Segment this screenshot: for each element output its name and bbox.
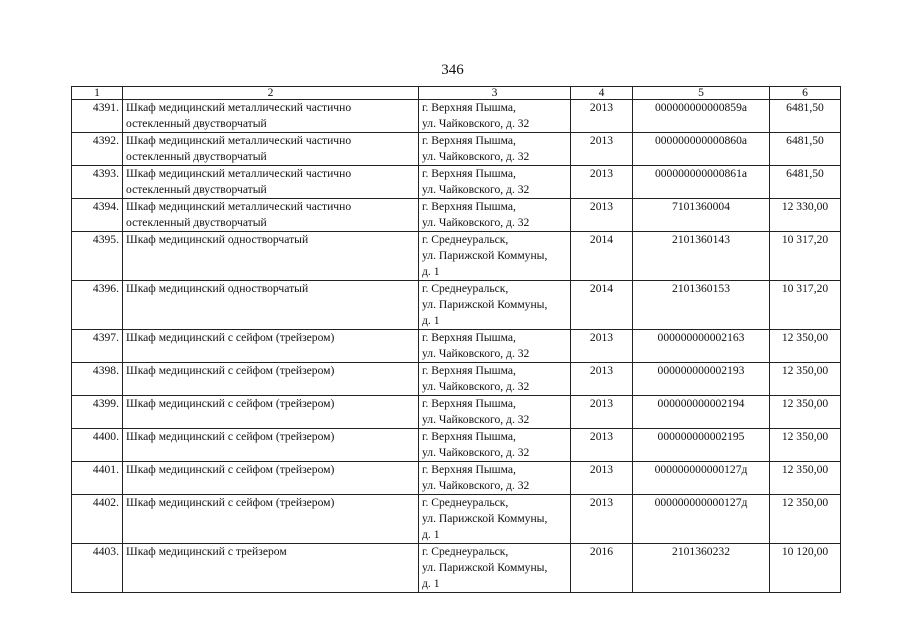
row-number: 4402. <box>72 495 123 544</box>
row-name: Шкаф медицинский с сейфом (трейзером) <box>123 495 419 544</box>
row-number: 4391. <box>72 100 123 133</box>
header-col-3: 3 <box>419 87 571 100</box>
row-name: Шкаф медицинский с трейзером <box>123 544 419 593</box>
row-name: Шкаф медицинский металлический частично остекленный двустворчатый <box>123 166 419 199</box>
row-cost: 12 350,00 <box>770 462 841 495</box>
row-year: 2013 <box>571 429 633 462</box>
row-inventory-number: 2101360143 <box>633 232 770 281</box>
row-inventory-number: 000000000002194 <box>633 396 770 429</box>
row-number: 4398. <box>72 363 123 396</box>
address-line: ул. Парижской Коммуны, <box>422 298 548 311</box>
header-col-2: 2 <box>123 87 419 100</box>
row-year: 2013 <box>571 462 633 495</box>
table-row <box>72 462 841 495</box>
address-line: ул. Парижской Коммуны, <box>422 561 548 574</box>
table-row <box>72 429 841 462</box>
row-address <box>419 330 571 363</box>
row-year: 2013 <box>571 199 633 232</box>
row-name: Шкаф медицинский с сейфом (трейзером) <box>123 429 419 462</box>
row-address <box>419 133 571 166</box>
row-address <box>419 100 571 133</box>
table-row <box>72 396 841 429</box>
page-number: 346 <box>441 62 464 78</box>
row-number: 4394. <box>72 199 123 232</box>
address-line: д. 1 <box>422 528 440 541</box>
address-line: г. Верхняя Пышма, <box>422 167 516 180</box>
row-year: 2013 <box>571 363 633 396</box>
table-row <box>72 199 841 232</box>
row-inventory-number: 000000000000127д <box>633 462 770 495</box>
row-inventory-number: 7101360004 <box>633 199 770 232</box>
row-name: Шкаф медицинский металлический частично остекленный двустворчатый <box>123 133 419 166</box>
row-name: Шкаф медицинский металлический частично остекленный двустворчатый <box>123 199 419 232</box>
header-col-6: 6 <box>770 87 841 100</box>
row-address <box>419 232 571 281</box>
table-row <box>72 232 841 281</box>
row-address <box>419 396 571 429</box>
row-inventory-number: 2101360153 <box>633 281 770 330</box>
row-number: 4395. <box>72 232 123 281</box>
row-number: 4403. <box>72 544 123 593</box>
row-year: 2013 <box>571 166 633 199</box>
header-col-5: 5 <box>633 87 770 100</box>
address-line: ул. Чайковского, д. 32 <box>422 216 530 229</box>
row-inventory-number: 000000000000860a <box>633 133 770 166</box>
row-year: 2016 <box>571 544 633 593</box>
row-name: Шкаф медицинский с сейфом (трейзером) <box>123 396 419 429</box>
row-address <box>419 199 571 232</box>
row-cost: 12 330,00 <box>770 199 841 232</box>
row-cost: 12 350,00 <box>770 495 841 544</box>
row-inventory-number: 2101360232 <box>633 544 770 593</box>
row-number: 4393. <box>72 166 123 199</box>
row-cost: 12 350,00 <box>770 330 841 363</box>
address-line: ул. Чайковского, д. 32 <box>422 117 530 130</box>
row-number: 4400. <box>72 429 123 462</box>
table-row <box>72 281 841 330</box>
row-name: Шкаф медицинский с сейфом (трейзером) <box>123 363 419 396</box>
table-row <box>72 166 841 199</box>
row-number: 4396. <box>72 281 123 330</box>
header-col-1: 1 <box>72 87 123 100</box>
address-line: ул. Чайковского, д. 32 <box>422 446 530 459</box>
table-row <box>72 363 841 396</box>
header-col-4: 4 <box>571 87 633 100</box>
row-address <box>419 495 571 544</box>
address-line: д. 1 <box>422 265 440 278</box>
row-address <box>419 429 571 462</box>
row-inventory-number: 000000000002195 <box>633 429 770 462</box>
row-inventory-number: 000000000002163 <box>633 330 770 363</box>
row-year: 2013 <box>571 495 633 544</box>
table-row <box>72 100 841 133</box>
address-line: ул. Чайковского, д. 32 <box>422 347 530 360</box>
address-line: ул. Чайковского, д. 32 <box>422 150 530 163</box>
row-cost: 10 317,20 <box>770 232 841 281</box>
row-year: 2013 <box>571 133 633 166</box>
row-year: 2014 <box>571 281 633 330</box>
address-line: г. Верхняя Пышма, <box>422 331 516 344</box>
row-year: 2013 <box>571 396 633 429</box>
row-cost: 12 350,00 <box>770 363 841 396</box>
row-year: 2014 <box>571 232 633 281</box>
row-cost: 12 350,00 <box>770 396 841 429</box>
row-address <box>419 544 571 593</box>
address-line: ул. Чайковского, д. 32 <box>422 479 530 492</box>
row-address <box>419 281 571 330</box>
table-row <box>72 330 841 363</box>
address-line: г. Верхняя Пышма, <box>422 200 516 213</box>
row-address <box>419 166 571 199</box>
row-address <box>419 462 571 495</box>
row-name: Шкаф медицинский с сейфом (трейзером) <box>123 462 419 495</box>
address-line: г. Верхняя Пышма, <box>422 134 516 147</box>
address-line: д. 1 <box>422 577 440 590</box>
address-line: г. Верхняя Пышма, <box>422 101 516 114</box>
address-line: г. Верхняя Пышма, <box>422 364 516 377</box>
row-cost: 6481,50 <box>770 133 841 166</box>
table-row <box>72 544 841 593</box>
row-cost: 6481,50 <box>770 100 841 133</box>
address-line: д. 1 <box>422 314 440 327</box>
address-line: г. Верхняя Пышма, <box>422 397 516 410</box>
address-line: г. Верхняя Пышма, <box>422 430 516 443</box>
row-number: 4399. <box>72 396 123 429</box>
row-address <box>419 363 571 396</box>
address-line: ул. Парижской Коммуны, <box>422 512 548 525</box>
table-row <box>72 495 841 544</box>
row-year: 2013 <box>571 330 633 363</box>
row-number: 4401. <box>72 462 123 495</box>
table-body <box>72 100 841 593</box>
address-line: ул. Парижской Коммуны, <box>422 249 548 262</box>
row-number: 4397. <box>72 330 123 363</box>
address-line: ул. Чайковского, д. 32 <box>422 380 530 393</box>
row-cost: 6481,50 <box>770 166 841 199</box>
address-line: ул. Чайковского, д. 32 <box>422 183 530 196</box>
row-cost: 10 120,00 <box>770 544 841 593</box>
table-header <box>72 87 841 100</box>
row-inventory-number: 000000000000859a <box>633 100 770 133</box>
address-line: г. Среднеуральск, <box>422 545 509 558</box>
address-line: г. Среднеуральск, <box>422 282 509 295</box>
table-row <box>72 133 841 166</box>
row-name: Шкаф медицинский металлический частично остекленный двустворчатый <box>123 100 419 133</box>
row-inventory-number: 000000000000127д <box>633 495 770 544</box>
property-table <box>71 86 841 593</box>
address-line: ул. Чайковского, д. 32 <box>422 413 530 426</box>
address-line: г. Среднеуральск, <box>422 496 509 509</box>
row-name: Шкаф медицинский одностворчатый <box>123 232 419 281</box>
row-inventory-number: 000000000000861a <box>633 166 770 199</box>
address-line: г. Среднеуральск, <box>422 233 509 246</box>
address-line: г. Верхняя Пышма, <box>422 463 516 476</box>
row-inventory-number: 000000000002193 <box>633 363 770 396</box>
row-number: 4392. <box>72 133 123 166</box>
row-name: Шкаф медицинский с сейфом (трейзером) <box>123 330 419 363</box>
row-name: Шкаф медицинский одностворчатый <box>123 281 419 330</box>
row-cost: 12 350,00 <box>770 429 841 462</box>
row-cost: 10 317,20 <box>770 281 841 330</box>
row-year: 2013 <box>571 100 633 133</box>
